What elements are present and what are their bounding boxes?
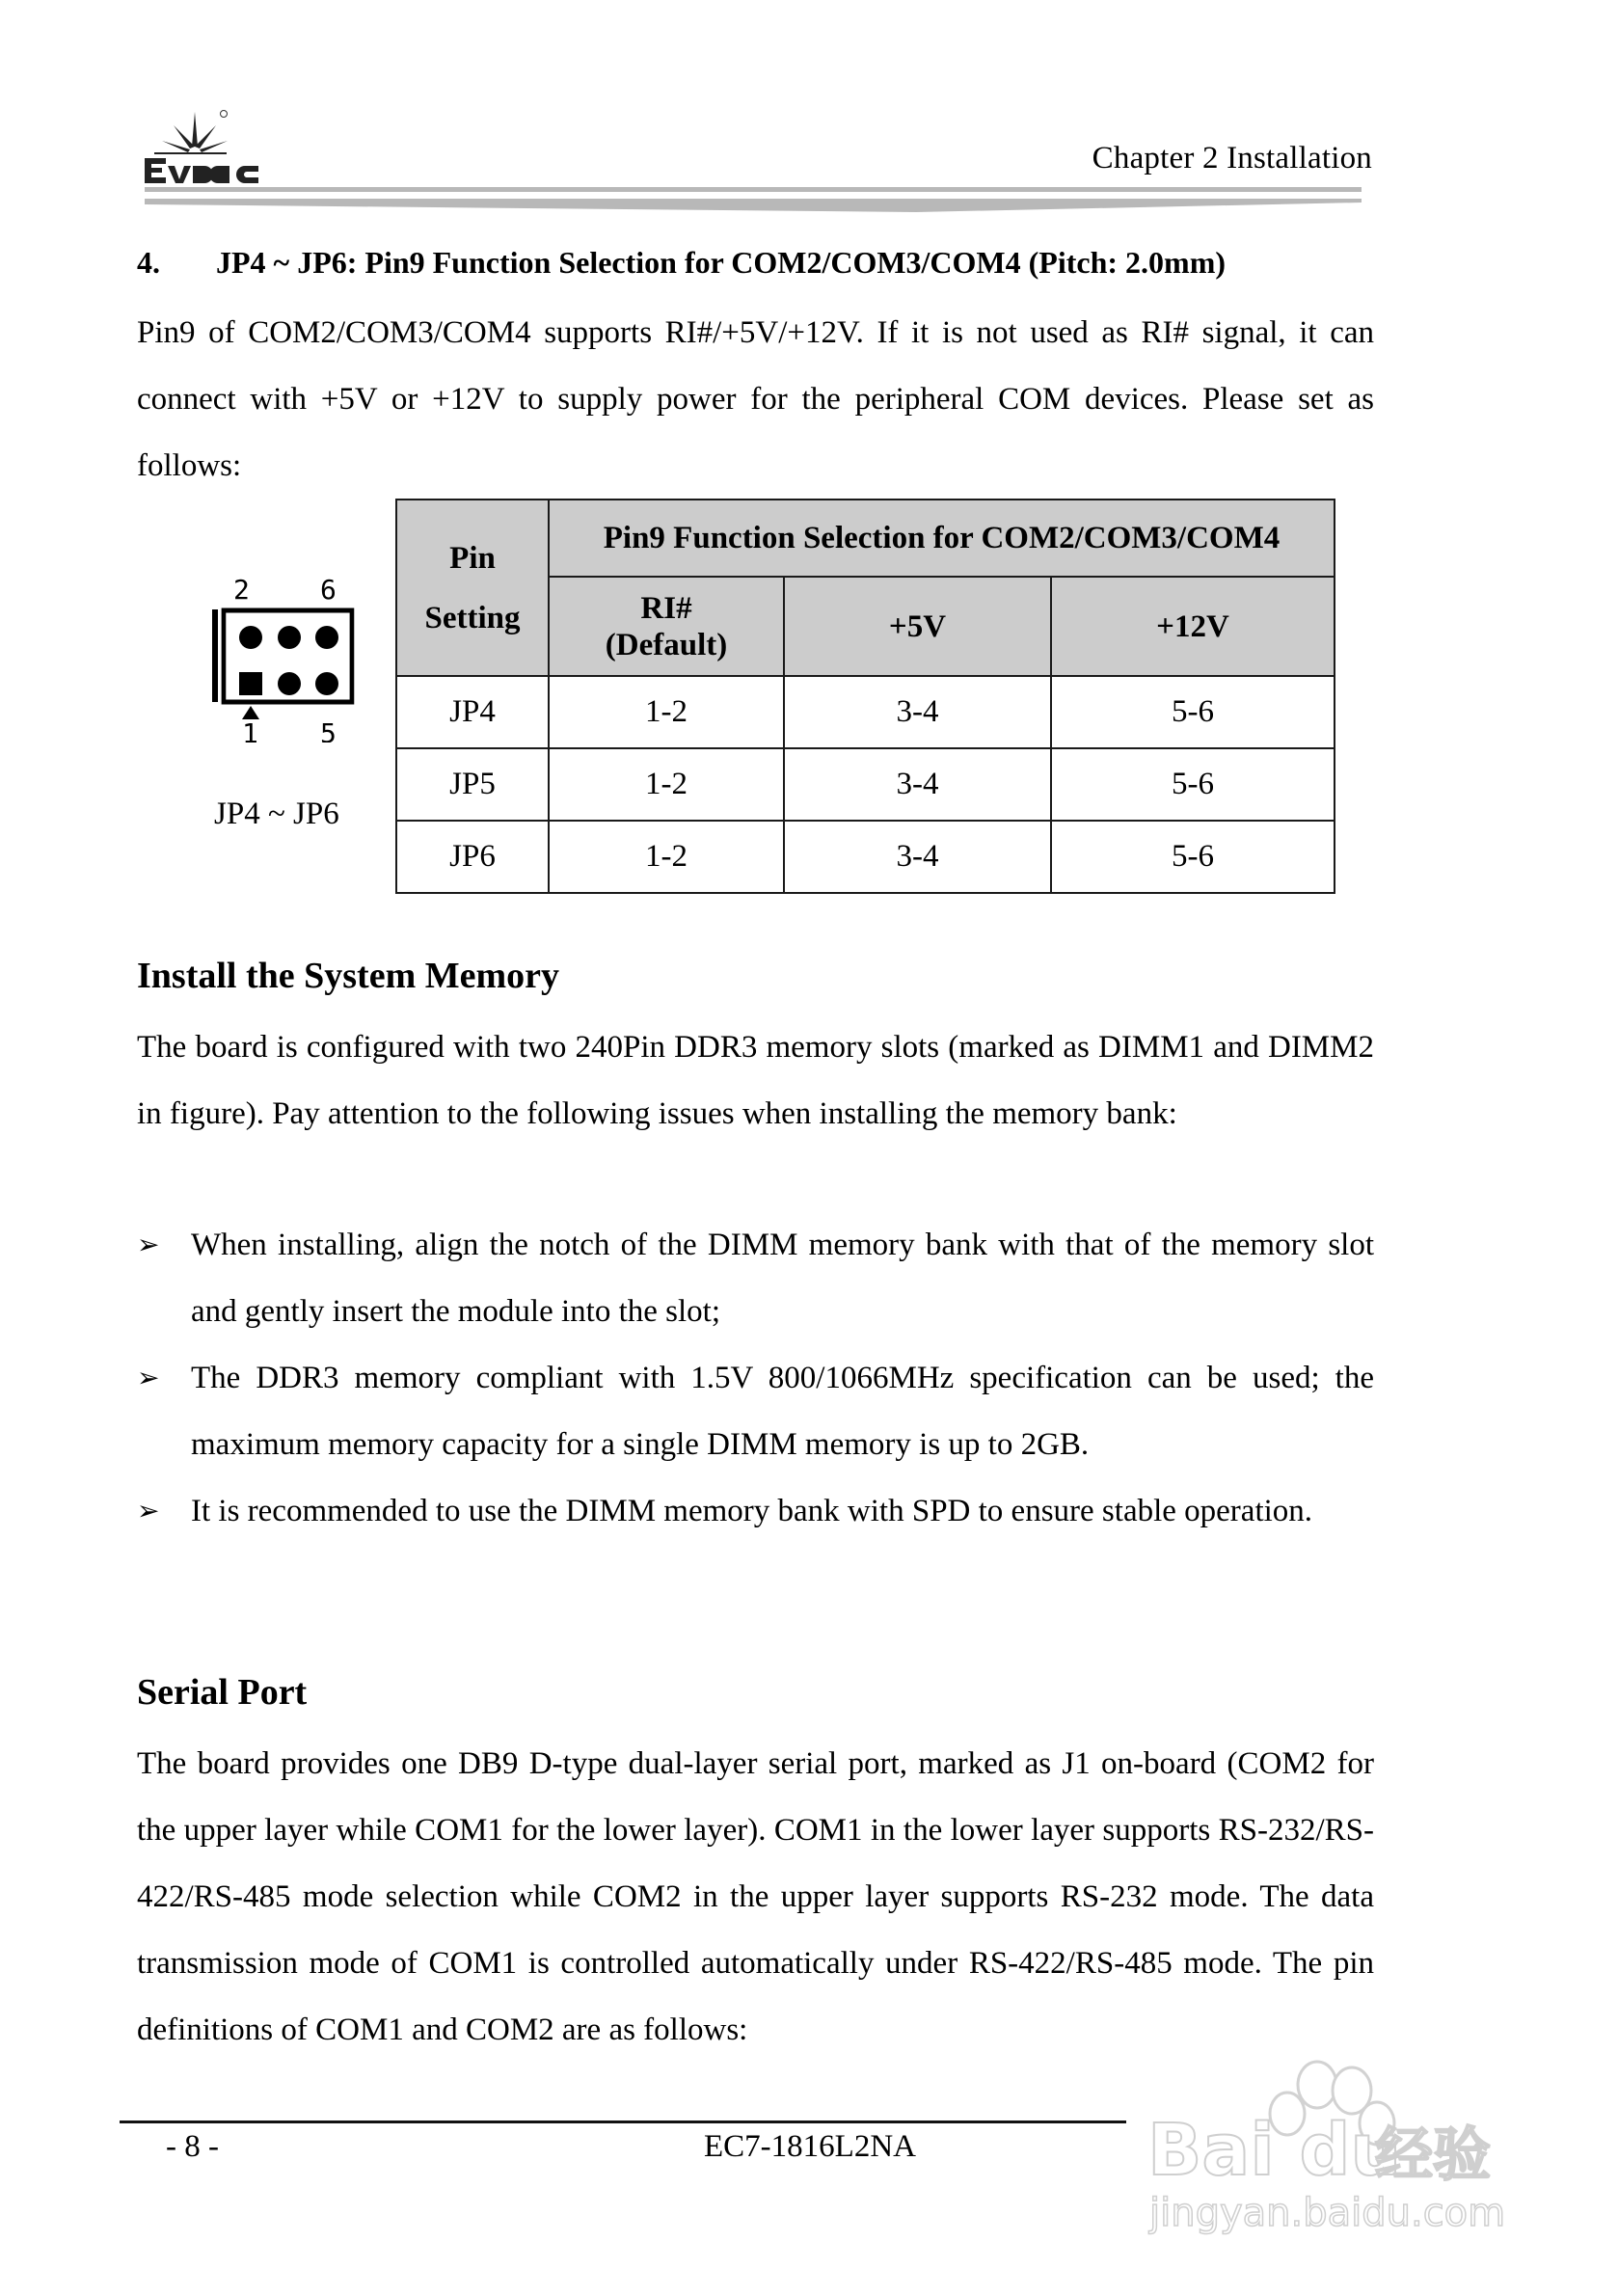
cell-5v: 3-4	[784, 748, 1051, 821]
corner-header-line1: Pin	[449, 540, 496, 576]
bullet-text: When installing, align the notch of the DIMM memory bank with that of the memory slot and gently insert the module into the slot;	[191, 1228, 1374, 1329]
evoc-logo-icon	[145, 108, 270, 187]
corner-header-line2: Setting	[424, 600, 521, 635]
serial-paragraph: The board provides one DB9 D-type dual-layer serial port, marked as J1 on-board (COM2 for the upper layer while COM1 for the lower layer). COM1 in the lower layer supports RS-232/RS-422/RS-485 mode selection while COM2 in the upper layer supports RS-232 mode. The data transmission mode of COM1 is controlled automatically under RS-422/RS-485 mode. The pin definitions of COM1 and COM2 are as follows:	[137, 1746, 1374, 2047]
bullet-arrow-icon: ➢	[137, 1497, 160, 1526]
table-row	[396, 748, 1335, 821]
watermark-brand: Bai du	[1147, 2109, 1402, 2192]
cell-ri: 1-2	[549, 748, 784, 821]
cell-12v: 5-6	[1051, 821, 1335, 893]
memory-section-title: Install the System Memory	[137, 956, 559, 996]
pin-label-6: 6	[320, 574, 337, 606]
cell-5v: 3-4	[784, 676, 1051, 748]
cell-ri: 1-2	[549, 676, 784, 748]
baidu-paw-icon	[1147, 2054, 1552, 2247]
footer-rule	[120, 2120, 1126, 2123]
bullet-text: It is recommended to use the DIMM memory bank with SPD to ensure stable operation.	[191, 1494, 1313, 1528]
jumper-pin-header-icon	[210, 569, 355, 743]
table-row	[396, 821, 1335, 893]
pin-label-5: 5	[320, 717, 337, 743]
cell-pin: JP4	[396, 676, 549, 748]
cell-5v: 3-4	[784, 821, 1051, 893]
page-number: - 8 -	[166, 2129, 219, 2164]
corner-header	[396, 500, 549, 676]
memory-paragraph: The board is configured with two 240Pin DDR3 memory slots (marked as DIMM1 and DIMM2 in figure). Pay attention to the following issues when installing the memory bank:	[137, 1030, 1374, 1131]
group-header: Pin9 Function Selection for COM2/COM3/COM4	[549, 500, 1335, 577]
baidu-watermark	[1147, 2054, 1552, 2247]
column-header-5v: +5V	[784, 577, 1051, 676]
pin-label-2: 2	[233, 574, 250, 606]
svg-text:经验: 经验	[1375, 2121, 1491, 2189]
cell-pin: JP6	[396, 821, 549, 893]
jumper-caption: JP4 ~ JP6	[214, 797, 339, 831]
bullet-text: The DDR3 memory compliant with 1.5V 800/1066MHz specification can be used; the maximum memory capacity for a single DIMM memory is up to 2GB.	[191, 1361, 1374, 1462]
section-number: 4.	[137, 245, 160, 280]
column-header-ri-line2: (Default)	[605, 627, 728, 662]
memory-bullet	[137, 1212, 1374, 1345]
pin9-selection-table	[395, 499, 1335, 894]
pin-label-1: 1	[242, 717, 258, 743]
header-rule	[145, 187, 1362, 192]
watermark-url: jingyan.baidu.com	[1149, 2191, 1506, 2235]
table-row	[396, 676, 1335, 748]
evoc-logo	[145, 108, 270, 187]
section-paragraph: Pin9 of COM2/COM3/COM4 supports RI#/+5V/+12V. If it is not used as RI# signal, it can connect with +5V or +12V to supply power for the peripheral COM devices. Please set as follows:	[137, 315, 1374, 483]
cell-pin: JP5	[396, 748, 549, 821]
column-header-ri	[549, 577, 784, 676]
cell-12v: 5-6	[1051, 676, 1335, 748]
column-header-12v: +12V	[1051, 577, 1335, 676]
cell-12v: 5-6	[1051, 748, 1335, 821]
bullet-arrow-icon: ➢	[137, 1230, 160, 1260]
serial-section-title: Serial Port	[137, 1672, 308, 1713]
cell-ri: 1-2	[549, 821, 784, 893]
column-header-ri-line1: RI#	[640, 590, 692, 626]
header-wedge-rule	[145, 199, 1362, 212]
model-number: EC7-1816L2NA	[704, 2129, 916, 2164]
jumper-diagram	[210, 569, 355, 743]
chapter-title: Chapter 2 Installation	[1092, 141, 1372, 176]
memory-bullet	[137, 1478, 1374, 1611]
bullet-arrow-icon: ➢	[137, 1364, 160, 1393]
memory-bullet	[137, 1345, 1374, 1478]
section-heading: JP4 ~ JP6: Pin9 Function Selection for COM2/COM3/COM4 (Pitch: 2.0mm)	[216, 245, 1226, 280]
